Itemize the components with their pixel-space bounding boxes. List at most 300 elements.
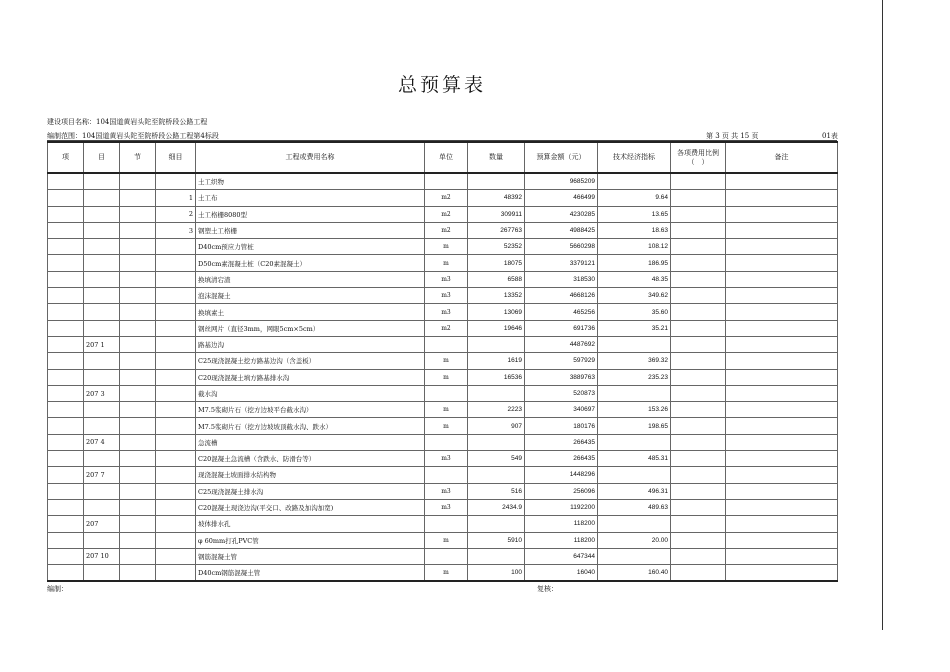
cell-remark	[726, 402, 838, 418]
cell-unit: m	[425, 353, 468, 369]
cell-quantity: 6588	[468, 271, 525, 287]
budget-table	[47, 141, 838, 582]
cell-mu	[84, 255, 120, 271]
cell-xiang	[48, 353, 84, 369]
cell-unit	[425, 336, 468, 352]
cell-jie	[120, 353, 156, 369]
cell-ratio	[671, 271, 726, 287]
cell-mu: 207 7	[84, 467, 120, 483]
cell-ximu	[156, 369, 196, 385]
cell-index: 485.31	[598, 451, 671, 467]
cell-ratio	[671, 516, 726, 532]
cell-ratio	[671, 565, 726, 582]
cell-xiang	[48, 434, 84, 450]
cell-unit: m	[425, 369, 468, 385]
cell-name: 钢筋混凝土管	[196, 548, 425, 564]
cell-name: 土工格栅8080型	[196, 206, 425, 222]
col-header-remark: 备注	[726, 142, 838, 173]
col-header-amount: 预算金额（元）	[525, 142, 598, 173]
cell-mu	[84, 288, 120, 304]
cell-quantity: 1619	[468, 353, 525, 369]
cell-amount: 3379121	[525, 255, 598, 271]
table-row	[48, 222, 838, 238]
cell-mu	[84, 173, 120, 190]
cell-amount: 1448296	[525, 467, 598, 483]
project-name: 建设项目名称：104国道黄岩头陀至院桥段公路工程	[47, 118, 208, 126]
cell-index	[598, 336, 671, 352]
col-header-unit: 单位	[425, 142, 468, 173]
cell-amount: 340697	[525, 402, 598, 418]
cell-name: C25现浇混凝土挖方路基边沟（含盖板）	[196, 353, 425, 369]
cell-ximu	[156, 320, 196, 336]
cell-mu	[84, 483, 120, 499]
cell-ximu	[156, 434, 196, 450]
cell-mu	[84, 402, 120, 418]
cell-name: M7.5浆砌片石（挖方边坡坡顶截水沟、跌水）	[196, 418, 425, 434]
cell-ximu	[156, 451, 196, 467]
cell-quantity	[468, 467, 525, 483]
cell-mu: 207 1	[84, 336, 120, 352]
cell-ximu	[156, 402, 196, 418]
cell-ratio	[671, 222, 726, 238]
cell-remark	[726, 467, 838, 483]
cell-index	[598, 548, 671, 564]
col-header-ratio: 各项费用比例（ ）	[671, 142, 726, 173]
cell-index: 489.63	[598, 499, 671, 515]
cell-xiang	[48, 516, 84, 532]
cell-xiang	[48, 369, 84, 385]
cell-index	[598, 173, 671, 190]
col-header-name: 工程或费用名称	[196, 142, 425, 173]
cell-jie	[120, 206, 156, 222]
cell-quantity	[468, 385, 525, 401]
cell-quantity	[468, 548, 525, 564]
cell-xiang	[48, 467, 84, 483]
cell-quantity: 16536	[468, 369, 525, 385]
cell-ximu	[156, 418, 196, 434]
cell-unit: m	[425, 402, 468, 418]
cell-remark	[726, 336, 838, 352]
cell-remark	[726, 548, 838, 564]
cell-name: C20现浇混凝土填方路基排水沟	[196, 369, 425, 385]
table-row	[48, 304, 838, 320]
cell-index	[598, 516, 671, 532]
cell-mu	[84, 190, 120, 206]
table-row	[48, 271, 838, 287]
cell-ratio	[671, 548, 726, 564]
cell-index: 369.32	[598, 353, 671, 369]
cell-remark	[726, 369, 838, 385]
cell-index: 9.64	[598, 190, 671, 206]
cell-jie	[120, 565, 156, 582]
cell-remark	[726, 206, 838, 222]
cell-unit	[425, 467, 468, 483]
cell-xiang	[48, 271, 84, 287]
cell-remark	[726, 499, 838, 515]
cell-amount: 118200	[525, 532, 598, 548]
cell-quantity: 52352	[468, 239, 525, 255]
cell-amount: 256096	[525, 483, 598, 499]
cell-ratio	[671, 483, 726, 499]
cell-index: 349.62	[598, 288, 671, 304]
cell-xiang	[48, 336, 84, 352]
cell-amount: 4487692	[525, 336, 598, 352]
cell-quantity	[468, 516, 525, 532]
cell-ratio	[671, 434, 726, 450]
cell-remark	[726, 451, 838, 467]
cell-jie	[120, 385, 156, 401]
cell-remark	[726, 565, 838, 582]
col-header-index: 技术经济指标	[598, 142, 671, 173]
table-row	[48, 451, 838, 467]
table-row	[48, 467, 838, 483]
cell-name: 坡体排水孔	[196, 516, 425, 532]
cell-xiang	[48, 385, 84, 401]
cell-xiang	[48, 402, 84, 418]
cell-unit: m2	[425, 190, 468, 206]
cell-ximu	[156, 353, 196, 369]
cell-remark	[726, 239, 838, 255]
cell-jie	[120, 483, 156, 499]
cell-unit: m	[425, 565, 468, 582]
cell-xiang	[48, 499, 84, 515]
cell-unit	[425, 548, 468, 564]
cell-amount: 465256	[525, 304, 598, 320]
cell-xiang	[48, 548, 84, 564]
cell-quantity: 309911	[468, 206, 525, 222]
cell-jie	[120, 288, 156, 304]
cell-mu	[84, 532, 120, 548]
cell-jie	[120, 222, 156, 238]
cell-unit	[425, 516, 468, 532]
cell-mu	[84, 451, 120, 467]
cell-jie	[120, 532, 156, 548]
cell-ximu	[156, 288, 196, 304]
cell-jie	[120, 434, 156, 450]
table-row	[48, 532, 838, 548]
cell-ratio	[671, 385, 726, 401]
cell-ratio	[671, 304, 726, 320]
cell-xiang	[48, 451, 84, 467]
cell-xiang	[48, 206, 84, 222]
cell-ratio	[671, 206, 726, 222]
cell-ximu	[156, 385, 196, 401]
cell-unit: m3	[425, 288, 468, 304]
table-row	[48, 434, 838, 450]
cell-ximu: 2	[156, 206, 196, 222]
cell-quantity: 48392	[468, 190, 525, 206]
cell-jie	[120, 369, 156, 385]
cell-ratio	[671, 255, 726, 271]
cell-amount: 16040	[525, 565, 598, 582]
cell-ratio	[671, 451, 726, 467]
cell-name: 土工织物	[196, 173, 425, 190]
cell-ratio	[671, 173, 726, 190]
cell-amount: 4668126	[525, 288, 598, 304]
cell-ximu	[156, 239, 196, 255]
cell-ximu	[156, 255, 196, 271]
cell-quantity: 18075	[468, 255, 525, 271]
cell-xiang	[48, 222, 84, 238]
cell-quantity: 516	[468, 483, 525, 499]
table-row	[48, 239, 838, 255]
cell-name: φ 60mm打孔PVC管	[196, 532, 425, 548]
cell-ximu	[156, 336, 196, 352]
scope-label: 编制范围：104国道黄岩头陀至院桥段公路工程第4标段	[47, 132, 219, 140]
cell-index	[598, 467, 671, 483]
cell-ratio	[671, 369, 726, 385]
cell-unit: m3	[425, 483, 468, 499]
cell-ratio	[671, 402, 726, 418]
cell-ratio	[671, 532, 726, 548]
cell-amount: 597929	[525, 353, 598, 369]
cell-unit	[425, 173, 468, 190]
cell-amount: 691736	[525, 320, 598, 336]
cell-remark	[726, 190, 838, 206]
cell-jie	[120, 190, 156, 206]
cell-index: 13.65	[598, 206, 671, 222]
cell-name: 换填清宕渣	[196, 271, 425, 287]
cell-amount: 9685209	[525, 173, 598, 190]
table-row	[48, 565, 838, 582]
cell-name: 钢塑土工格栅	[196, 222, 425, 238]
cell-remark	[726, 288, 838, 304]
cell-ratio	[671, 239, 726, 255]
cell-name: 泡沫混凝土	[196, 288, 425, 304]
cell-remark	[726, 255, 838, 271]
cell-unit: m	[425, 418, 468, 434]
cell-mu	[84, 239, 120, 255]
cell-mu	[84, 206, 120, 222]
cell-index	[598, 434, 671, 450]
cell-index: 198.65	[598, 418, 671, 434]
cell-xiang	[48, 173, 84, 190]
cell-ratio	[671, 288, 726, 304]
cell-name: 土工布	[196, 190, 425, 206]
cell-quantity: 19646	[468, 320, 525, 336]
table-row	[48, 255, 838, 271]
table-row	[48, 320, 838, 336]
cell-remark	[726, 434, 838, 450]
cell-jie	[120, 320, 156, 336]
cell-amount: 266435	[525, 434, 598, 450]
cell-ximu	[156, 499, 196, 515]
cell-ximu	[156, 516, 196, 532]
page-title: 总预算表	[397, 74, 486, 96]
table-row	[48, 483, 838, 499]
cell-jie	[120, 451, 156, 467]
cell-amount: 3889763	[525, 369, 598, 385]
cell-quantity: 13069	[468, 304, 525, 320]
cell-index: 153.26	[598, 402, 671, 418]
cell-ximu	[156, 173, 196, 190]
cell-name: C20混凝土急流槽（含跌水、防滑台等）	[196, 451, 425, 467]
cell-jie	[120, 336, 156, 352]
cell-name: C25现浇混凝土排水沟	[196, 483, 425, 499]
cell-amount: 4230285	[525, 206, 598, 222]
table-row	[48, 499, 838, 515]
cell-mu	[84, 304, 120, 320]
cell-quantity	[468, 434, 525, 450]
table-row	[48, 516, 838, 532]
cell-index: 18.63	[598, 222, 671, 238]
cell-name: D50cm素混凝土桩（C20素混凝土）	[196, 255, 425, 271]
reviewed-by-label: 复核：	[537, 585, 558, 593]
cell-jie	[120, 418, 156, 434]
cell-ximu	[156, 483, 196, 499]
col-header-xiang: 项	[48, 142, 84, 173]
cell-jie	[120, 402, 156, 418]
budget-table-body	[48, 173, 838, 581]
cell-unit: m3	[425, 304, 468, 320]
cell-unit: m2	[425, 206, 468, 222]
cell-ximu	[156, 532, 196, 548]
cell-xiang	[48, 239, 84, 255]
table-row	[48, 418, 838, 434]
table-row	[48, 206, 838, 222]
cell-quantity: 100	[468, 565, 525, 582]
cell-unit: m	[425, 239, 468, 255]
cell-unit: m	[425, 255, 468, 271]
cell-jie	[120, 255, 156, 271]
cell-xiang	[48, 418, 84, 434]
cell-remark	[726, 173, 838, 190]
cell-name: 钢丝网片（直径3mm，网眼5cm×5cm）	[196, 320, 425, 336]
cell-ximu: 3	[156, 222, 196, 238]
cell-remark	[726, 418, 838, 434]
cell-ratio	[671, 336, 726, 352]
table-header-row	[48, 142, 838, 173]
cell-ratio	[671, 190, 726, 206]
cell-name: 路基边沟	[196, 336, 425, 352]
cell-jie	[120, 548, 156, 564]
cell-unit: m2	[425, 320, 468, 336]
cell-index: 35.60	[598, 304, 671, 320]
cell-jie	[120, 271, 156, 287]
cell-quantity: 549	[468, 451, 525, 467]
cell-quantity: 5910	[468, 532, 525, 548]
col-header-quantity: 数量	[468, 142, 525, 173]
cell-mu	[84, 271, 120, 287]
cell-mu	[84, 418, 120, 434]
prepared-by-label: 编制：	[47, 585, 68, 593]
cell-ratio	[671, 467, 726, 483]
cell-remark	[726, 532, 838, 548]
cell-mu: 207	[84, 516, 120, 532]
cell-index	[598, 385, 671, 401]
cell-xiang	[48, 255, 84, 271]
cell-index: 235.23	[598, 369, 671, 385]
cell-amount: 266435	[525, 451, 598, 467]
cell-xiang	[48, 565, 84, 582]
cell-remark	[726, 483, 838, 499]
table-row	[48, 336, 838, 352]
cell-index: 160.40	[598, 565, 671, 582]
cell-jie	[120, 173, 156, 190]
cell-index: 20.00	[598, 532, 671, 548]
table-row	[48, 353, 838, 369]
form-code: 01表	[822, 132, 838, 140]
cell-remark	[726, 271, 838, 287]
cell-xiang	[48, 288, 84, 304]
cell-jie	[120, 467, 156, 483]
cell-mu: 207 3	[84, 385, 120, 401]
col-header-mu: 目	[84, 142, 120, 173]
cell-ximu: 1	[156, 190, 196, 206]
cell-remark	[726, 385, 838, 401]
col-header-ximu: 细目	[156, 142, 196, 173]
cell-amount: 647344	[525, 548, 598, 564]
cell-name: 截水沟	[196, 385, 425, 401]
cell-name: D40cm钢筋混凝土管	[196, 565, 425, 582]
cell-name: 急流槽	[196, 434, 425, 450]
cell-ratio	[671, 418, 726, 434]
cell-jie	[120, 516, 156, 532]
cell-index: 48.35	[598, 271, 671, 287]
table-row	[48, 402, 838, 418]
cell-index: 35.21	[598, 320, 671, 336]
cell-remark	[726, 353, 838, 369]
cell-ratio	[671, 353, 726, 369]
cell-unit	[425, 434, 468, 450]
cell-xiang	[48, 532, 84, 548]
table-row	[48, 173, 838, 190]
cell-ximu	[156, 565, 196, 582]
cell-amount: 118200	[525, 516, 598, 532]
cell-quantity: 907	[468, 418, 525, 434]
cell-mu: 207 10	[84, 548, 120, 564]
cell-remark	[726, 222, 838, 238]
cell-mu	[84, 320, 120, 336]
cell-quantity: 267763	[468, 222, 525, 238]
cell-amount: 4988425	[525, 222, 598, 238]
cell-amount: 520873	[525, 385, 598, 401]
cell-ratio	[671, 320, 726, 336]
cell-quantity: 2223	[468, 402, 525, 418]
cell-index: 108.12	[598, 239, 671, 255]
cell-unit: m3	[425, 499, 468, 515]
cell-remark	[726, 304, 838, 320]
cell-unit	[425, 385, 468, 401]
cell-jie	[120, 304, 156, 320]
table-row	[48, 190, 838, 206]
cell-mu	[84, 565, 120, 582]
cell-mu	[84, 222, 120, 238]
table-row	[48, 548, 838, 564]
cell-amount: 180176	[525, 418, 598, 434]
table-row	[48, 369, 838, 385]
col-header-jie: 节	[120, 142, 156, 173]
cell-quantity: 13352	[468, 288, 525, 304]
cell-jie	[120, 239, 156, 255]
cell-unit: m2	[425, 222, 468, 238]
cell-ximu	[156, 304, 196, 320]
cell-index: 496.31	[598, 483, 671, 499]
cell-amount: 466499	[525, 190, 598, 206]
cell-name: C20混凝土现浇边沟(平交口、改路及加沟加宽)	[196, 499, 425, 515]
cell-amount: 1192200	[525, 499, 598, 515]
cell-xiang	[48, 483, 84, 499]
cell-xiang	[48, 304, 84, 320]
cell-ximu	[156, 467, 196, 483]
cell-jie	[120, 499, 156, 515]
cell-ratio	[671, 499, 726, 515]
cell-ximu	[156, 548, 196, 564]
cell-index: 186.95	[598, 255, 671, 271]
cell-quantity: 2434.9	[468, 499, 525, 515]
cell-quantity	[468, 336, 525, 352]
cell-name: M7.5浆砌片石（挖方边坡平台截水沟）	[196, 402, 425, 418]
